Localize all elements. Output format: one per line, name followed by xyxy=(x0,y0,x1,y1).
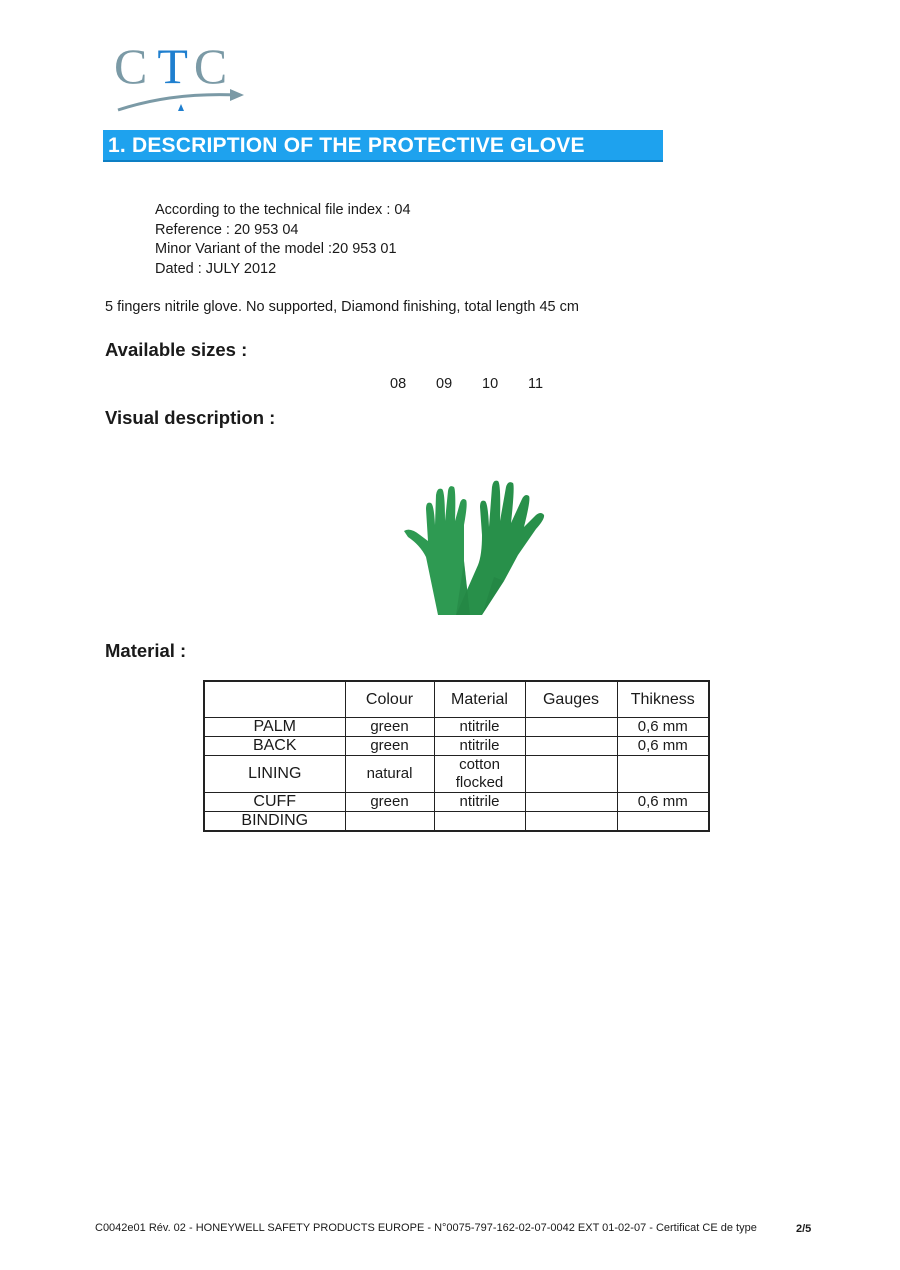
column-header-colour: Colour xyxy=(345,681,434,718)
logo-letter-c: C xyxy=(114,38,148,94)
thickness-cell xyxy=(617,812,709,832)
size-item: 08 xyxy=(390,376,407,392)
glove-image xyxy=(398,465,558,617)
colour-cell xyxy=(345,812,434,832)
ctc-logo xyxy=(112,36,252,116)
available-sizes-heading: Available sizes : xyxy=(105,339,248,360)
thickness-cell: 0,6 mm xyxy=(617,718,709,737)
thickness-cell: 0,6 mm xyxy=(617,793,709,812)
column-header-gauges: Gauges xyxy=(525,681,617,718)
size-item: 09 xyxy=(436,376,453,392)
reference: Reference : 20 953 04 xyxy=(155,221,299,238)
logo-letter-t: T xyxy=(157,38,188,94)
table-row xyxy=(204,812,709,832)
glove-summary: 5 fingers nitrile glove. No supported, Diamond finishing, total length 45 cm xyxy=(105,299,579,315)
part-cell: BINDING xyxy=(204,812,345,832)
table-row xyxy=(204,737,709,756)
table-row xyxy=(204,793,709,812)
gauges-cell xyxy=(525,812,617,832)
column-header-thickness: Thikness xyxy=(617,681,709,718)
material-heading: Material : xyxy=(105,640,187,661)
thickness-cell xyxy=(617,756,709,793)
gauges-cell xyxy=(525,718,617,737)
gauges-cell xyxy=(525,756,617,793)
column-header-material: Material xyxy=(434,681,525,718)
material-cell: ntitrile xyxy=(434,737,525,756)
visual-description-heading: Visual description : xyxy=(105,407,276,428)
table-row xyxy=(204,718,709,737)
section-banner xyxy=(103,130,663,162)
colour-cell: natural xyxy=(345,756,434,793)
material-cell: cotton flocked xyxy=(434,756,525,793)
technical-info xyxy=(155,201,411,279)
footer-text: C0042e01 Rév. 02 - HONEYWELL SAFETY PRODUCTS EUROPE - N°0075-797-162-02-07-0042 EXT 01-02-07 - Certificat CE de type xyxy=(95,1222,757,1234)
material-cell xyxy=(434,812,525,832)
size-item: 11 xyxy=(528,376,544,392)
minor-variant: Minor Variant of the model :20 953 01 xyxy=(155,241,397,257)
material-cell: ntitrile xyxy=(434,793,525,812)
part-cell: CUFF xyxy=(204,793,345,812)
size-item: 10 xyxy=(482,376,499,392)
logo-arrow-icon xyxy=(112,82,252,116)
colour-cell: green xyxy=(345,737,434,756)
dated: Dated : JULY 2012 xyxy=(155,260,277,277)
sizes-list xyxy=(390,376,574,392)
table-row xyxy=(204,756,709,793)
gauges-cell xyxy=(525,793,617,812)
page-number: 2/5 xyxy=(796,1223,812,1235)
colour-cell: green xyxy=(345,718,434,737)
part-cell: BACK xyxy=(204,737,345,756)
section-title: 1. DESCRIPTION OF THE PROTECTIVE GLOVE xyxy=(108,134,585,157)
part-cell: PALM xyxy=(204,718,345,737)
material-table xyxy=(203,680,710,832)
table-header-row xyxy=(204,681,709,718)
thickness-cell: 0,6 mm xyxy=(617,737,709,756)
logo-letter-c: C xyxy=(193,38,228,94)
column-header-part xyxy=(204,681,345,718)
gauges-cell xyxy=(525,737,617,756)
part-cell: LINING xyxy=(204,756,345,793)
colour-cell: green xyxy=(345,793,434,812)
technical-file-index: According to the technical file index : 04 xyxy=(155,202,411,218)
material-cell: ntitrile xyxy=(434,718,525,737)
